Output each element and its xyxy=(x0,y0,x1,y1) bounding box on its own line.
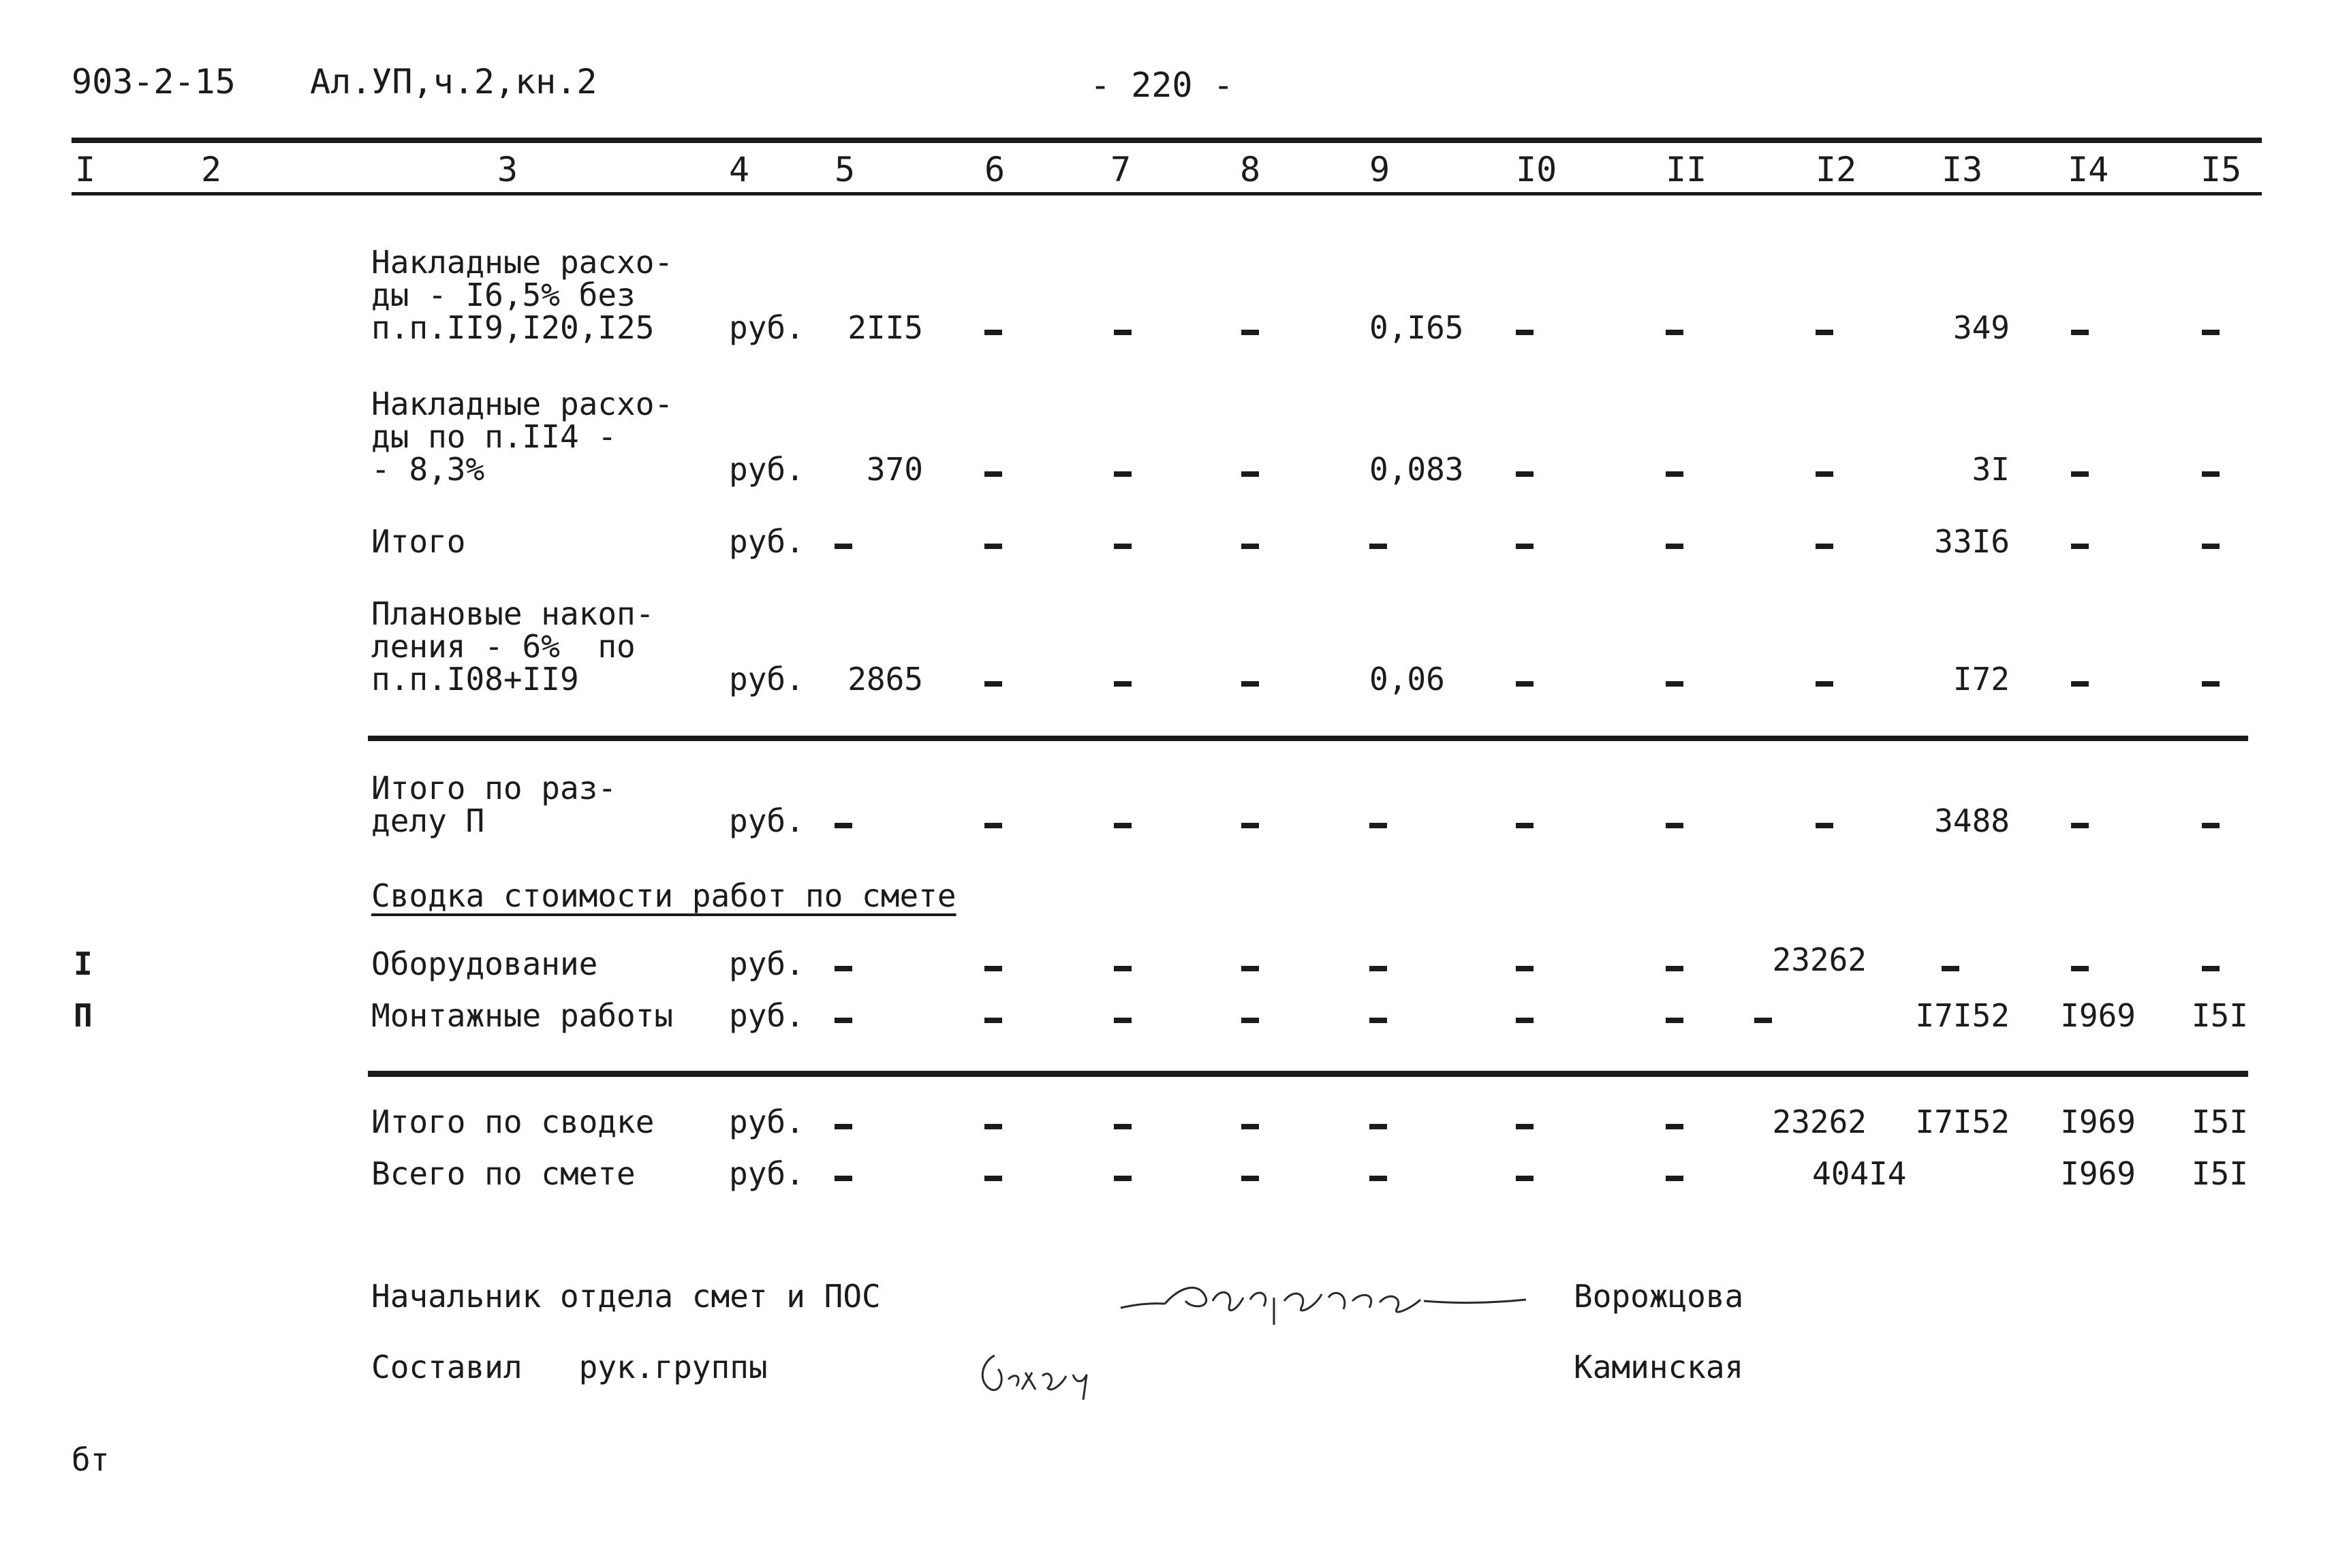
empty-dash xyxy=(984,1124,1002,1129)
row-col14-value: I969 xyxy=(2060,1155,2136,1192)
empty-dash xyxy=(1666,1176,1683,1181)
column-header: I2 xyxy=(1816,150,1857,189)
empty-dash xyxy=(984,1018,1002,1023)
row-col12-value: 23262 xyxy=(1772,941,1867,978)
header-rule-bottom xyxy=(72,192,2262,195)
empty-dash xyxy=(2071,823,2089,828)
empty-dash xyxy=(1666,471,1683,477)
row-name-line: п.п.II9,I20,I25 xyxy=(371,309,655,346)
empty-dash xyxy=(835,1018,852,1023)
signature-label-head: Начальник отдела смет и ПОС xyxy=(371,1278,881,1315)
empty-dash xyxy=(2071,471,2089,477)
empty-dash xyxy=(1816,471,1833,477)
row-unit: руб. xyxy=(729,1155,805,1192)
row-name-line: - 8,3% xyxy=(371,451,485,488)
row-col15-value: I5I xyxy=(2191,997,2248,1034)
empty-dash xyxy=(1666,823,1683,828)
row-unit: руб. xyxy=(729,523,805,560)
empty-dash xyxy=(1241,544,1259,549)
empty-dash xyxy=(1369,1176,1387,1181)
column-header: I0 xyxy=(1516,150,1557,189)
empty-dash xyxy=(835,1124,852,1129)
empty-dash xyxy=(1114,330,1132,335)
empty-dash xyxy=(1516,330,1534,335)
empty-dash xyxy=(1369,966,1387,971)
row-col12-value: 23262 xyxy=(1772,1103,1867,1140)
column-header: I4 xyxy=(2068,150,2109,189)
empty-dash xyxy=(1114,823,1132,828)
empty-dash xyxy=(1114,1176,1132,1181)
empty-dash xyxy=(1241,330,1259,335)
row-col13-value: I7I52 xyxy=(1915,997,2010,1034)
row-col15-value: I5I xyxy=(2191,1103,2248,1140)
empty-dash xyxy=(1666,1018,1683,1023)
row-unit: руб. xyxy=(729,661,805,697)
row-col14-value: I969 xyxy=(2060,1103,2136,1140)
empty-dash xyxy=(2202,966,2220,971)
column-header: 9 xyxy=(1369,150,1390,189)
column-header: I xyxy=(75,150,96,189)
empty-dash xyxy=(1369,1018,1387,1023)
empty-dash xyxy=(1816,823,1833,828)
empty-dash xyxy=(2071,544,2089,549)
row-name-line: ды - I6,5% без xyxy=(371,277,636,313)
row-col5-value: 370 xyxy=(866,451,923,488)
empty-dash xyxy=(2071,966,2089,971)
row-col13-value: I72 xyxy=(1952,661,2010,697)
empty-dash xyxy=(1816,544,1833,549)
empty-dash xyxy=(835,823,852,828)
empty-dash xyxy=(1516,966,1534,971)
column-header: I5 xyxy=(2200,150,2242,189)
row-name-line: п.п.I08+II9 xyxy=(371,661,579,697)
empty-dash xyxy=(1241,1176,1259,1181)
empty-dash xyxy=(2071,330,2089,335)
empty-dash xyxy=(1241,1124,1259,1129)
row-col9-value: 0,I65 xyxy=(1369,309,1464,346)
page-number: - 220 - xyxy=(1090,65,1234,105)
empty-dash xyxy=(1114,1124,1132,1129)
empty-dash xyxy=(984,544,1002,549)
empty-dash xyxy=(1114,1018,1132,1023)
empty-dash xyxy=(1114,544,1132,549)
empty-dash xyxy=(984,681,1002,687)
empty-dash xyxy=(984,1176,1002,1181)
header-rule-top xyxy=(72,138,2262,143)
row-name-line: Итого xyxy=(371,523,466,560)
album-reference: Ал.УП,ч.2,кн.2 xyxy=(310,62,597,101)
column-header: 6 xyxy=(984,150,1006,189)
empty-dash xyxy=(1114,681,1132,687)
empty-dash xyxy=(835,544,852,549)
section-rule xyxy=(368,736,2248,741)
totals-row-name: Всего по смете xyxy=(371,1155,636,1192)
empty-dash xyxy=(1516,471,1534,477)
column-header: 5 xyxy=(835,150,856,189)
empty-dash xyxy=(1516,1176,1534,1181)
empty-dash xyxy=(1666,681,1683,687)
footer-mark: бт xyxy=(72,1441,110,1478)
empty-dash xyxy=(1516,1124,1534,1129)
empty-dash xyxy=(984,966,1002,971)
summary-row-number: П xyxy=(74,997,93,1034)
column-header: 7 xyxy=(1110,150,1132,189)
empty-dash xyxy=(2202,681,2220,687)
row-col13-value: 349 xyxy=(1952,309,2010,346)
column-header: II xyxy=(1666,150,1707,189)
totals-rule xyxy=(368,1071,2248,1077)
empty-dash xyxy=(984,330,1002,335)
row-name-line: делу П xyxy=(371,802,485,839)
empty-dash xyxy=(1816,681,1833,687)
summary-title: Сводка стоимости работ по смете xyxy=(371,877,956,914)
empty-dash xyxy=(835,1176,852,1181)
empty-dash xyxy=(1241,823,1259,828)
row-col14-value: I969 xyxy=(2060,997,2136,1034)
row-unit: руб. xyxy=(729,802,805,839)
totals-row-name: Итого по сводке xyxy=(371,1103,655,1140)
empty-dash xyxy=(1666,330,1683,335)
empty-dash xyxy=(1241,1018,1259,1023)
row-name-line: Накладные расхо- xyxy=(371,244,674,281)
empty-dash xyxy=(835,966,852,971)
signature-name-compiler: Каминская xyxy=(1574,1349,1744,1385)
row-name-line: Накладные расхо- xyxy=(371,386,674,422)
row-col9-value: 0,083 xyxy=(1369,451,1464,488)
row-name-line: Итого по раз- xyxy=(371,770,617,806)
empty-dash xyxy=(1516,544,1534,549)
empty-dash xyxy=(1369,544,1387,549)
row-unit: руб. xyxy=(729,451,805,488)
column-header: 2 xyxy=(201,150,222,189)
empty-dash xyxy=(2202,544,2220,549)
row-col13-value: I7I52 xyxy=(1915,1103,2010,1140)
document-code: 903-2-15 xyxy=(72,62,236,101)
empty-dash xyxy=(2202,823,2220,828)
empty-dash xyxy=(1114,471,1132,477)
row-col5-value: 2II5 xyxy=(847,309,923,346)
row-col9-value: 0,06 xyxy=(1369,661,1445,697)
empty-dash xyxy=(1114,966,1132,971)
summary-row-name: Монтажные работы xyxy=(371,997,674,1034)
empty-dash xyxy=(1369,823,1387,828)
row-unit: руб. xyxy=(729,945,805,982)
row-col5-value: 2865 xyxy=(847,661,923,697)
row-name-line: ды по п.II4 - xyxy=(371,418,617,455)
empty-dash xyxy=(2202,471,2220,477)
empty-dash xyxy=(1666,544,1683,549)
row-unit: руб. xyxy=(729,309,805,346)
empty-dash xyxy=(1942,966,1959,971)
column-header: I3 xyxy=(1942,150,1983,189)
empty-dash xyxy=(1666,1124,1683,1129)
signature-name-head: Ворожцова xyxy=(1574,1278,1744,1315)
empty-dash xyxy=(1241,681,1259,687)
empty-dash xyxy=(984,823,1002,828)
empty-dash xyxy=(2071,681,2089,687)
row-name-line: Плановые накоп- xyxy=(371,595,655,632)
row-col12-13-value: 404I4 xyxy=(1812,1155,1907,1192)
row-col13-value: 33I6 xyxy=(1934,523,2010,560)
empty-dash xyxy=(984,471,1002,477)
empty-dash xyxy=(1666,966,1683,971)
empty-dash xyxy=(1754,1018,1772,1023)
empty-dash xyxy=(1241,471,1259,477)
empty-dash xyxy=(1241,966,1259,971)
column-header: 3 xyxy=(497,150,518,189)
summary-row-name: Оборудование xyxy=(371,945,598,982)
empty-dash xyxy=(1516,823,1534,828)
column-header: 4 xyxy=(729,150,750,189)
handwritten-signature-head xyxy=(1117,1260,1540,1335)
row-col13-value: 3I xyxy=(1972,451,2010,488)
empty-dash xyxy=(1516,681,1534,687)
empty-dash xyxy=(1369,1124,1387,1129)
empty-dash xyxy=(1816,330,1833,335)
row-unit: руб. xyxy=(729,997,805,1034)
row-unit: руб. xyxy=(729,1103,805,1140)
summary-row-number: I xyxy=(74,945,93,982)
row-name-line: ления - 6% по xyxy=(371,628,636,665)
column-header: 8 xyxy=(1240,150,1261,189)
empty-dash xyxy=(1516,1018,1534,1023)
signature-label-compiler: Составил рук.группы xyxy=(371,1349,768,1385)
row-col13-value: 3488 xyxy=(1934,802,2010,839)
empty-dash xyxy=(2202,330,2220,335)
handwritten-signature-compiler xyxy=(974,1342,1110,1407)
row-col15-value: I5I xyxy=(2191,1155,2248,1192)
